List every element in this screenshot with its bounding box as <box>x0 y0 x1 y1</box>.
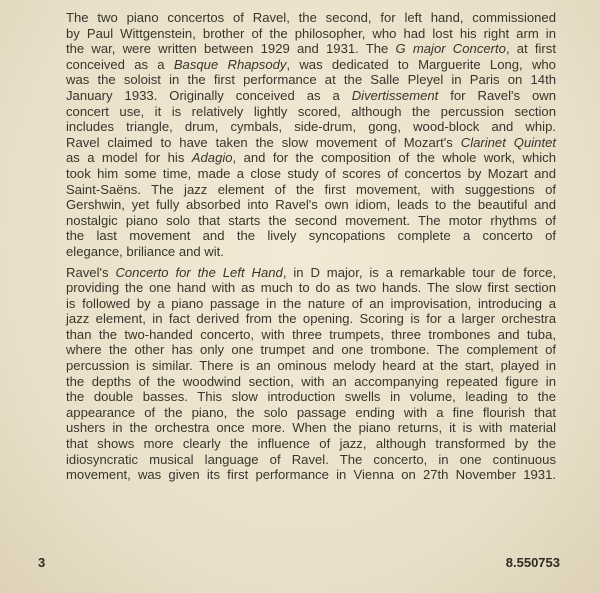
text-line: that shows more clearly the influence of jazz, although transformed by the <box>66 436 556 452</box>
text-line: where the other has only one trumpet and one trombone. The complement of <box>66 342 556 358</box>
text-line: concert use, it is relatively lightly scored, although the percussion section <box>66 103 556 119</box>
text-line: Ravel's Concerto for the Left Hand, in D major, is a remarkable tour de force, <box>66 264 556 280</box>
catalogue-number: 8.550753 <box>505 555 560 570</box>
work-title: Divertissement <box>351 87 439 103</box>
text-line: the war, were written between 1929 and 1931. The G major Concerto, at first <box>66 41 556 57</box>
text-line: elegance, briliance and wit. <box>66 243 224 259</box>
text-line: percussion is similar. There is an ominous melody heard at the start, played in <box>66 358 556 374</box>
text-line: movement, was given its first performance in Vienna on 27th November 1931. <box>66 467 556 483</box>
text-line: jazz element, in fact derived from the opening. Scoring is for a larger orchestra <box>66 311 556 327</box>
work-title: G major Concerto <box>395 41 506 57</box>
text-line: took him some time, made a close study of scores of concertos by Mozart and <box>66 165 556 181</box>
text-line: the double basses. This slow introduction swells in volume, leading to the <box>66 389 556 405</box>
text-line: as a model for his Adagio, and for the composition of the whole work, which <box>66 150 557 166</box>
text-line: idiosyncratic musical language of Ravel. The concerto, in one continuous <box>66 451 556 467</box>
body-text <box>52 10 556 483</box>
work-title: Clarinet Quintet <box>460 134 556 150</box>
paragraph-2 <box>52 265 556 483</box>
text-line: the depths of the woodwind section, with an accompanying repeated figure in <box>66 373 556 389</box>
work-title: Basque Rhapsody <box>173 56 287 72</box>
text-line: ushers in the orchestra once more. When the piano returns, it is with material <box>66 420 556 436</box>
text-line: was the soloist in the first performance at the Salle Pleyel in Paris on 14th <box>66 72 556 88</box>
text-line: The two piano concertos of Ravel, the second, for left hand, commissioned <box>66 10 556 25</box>
text-line: conceived as a Basque Rhapsody, was dedicated to Marguerite Long, who <box>66 56 556 72</box>
work-title: Concerto for the Left Hand <box>115 264 283 280</box>
text-line: Ravel claimed to have taken the slow movement of Mozart's Clarinet Quintet <box>66 134 556 150</box>
page-number: 3 <box>38 555 46 570</box>
text-line: January 1933. Originally conceived as a Divertissement for Ravel's own <box>66 87 556 103</box>
work-title: Adagio <box>191 150 233 166</box>
paragraph-1 <box>52 10 556 260</box>
text-line: by Paul Wittgenstein, brother of the philosopher, who had lost his right arm in <box>66 25 556 41</box>
text-line: Saint-Saëns. The jazz element of the first movement, with suggestions of <box>66 181 556 197</box>
text-line: than the two-handed concerto, with three trumpets, three trombones and tuba, <box>66 326 556 342</box>
text-line: includes triangle, drum, cymbals, side-drum, gong, wood-block and whip. <box>66 119 556 135</box>
text-line: Gershwin, yet fully absorbed into Ravel's own idiom, leads to the beautiful and <box>66 197 556 213</box>
text-line: the last movement and the lively syncopations complete a concerto of <box>66 228 556 244</box>
text-line: appearance of the piano, the solo passage ending with a fine flourish that <box>66 404 556 420</box>
text-line: providing the one hand with as much to do as two hands. The slow first section <box>66 280 556 296</box>
text-line: is followed by a piano passage in the nature of an improvisation, introducing a <box>66 295 556 311</box>
text-line: nostalgic piano solo that starts the second movement. The motor rhythms of <box>66 212 556 228</box>
